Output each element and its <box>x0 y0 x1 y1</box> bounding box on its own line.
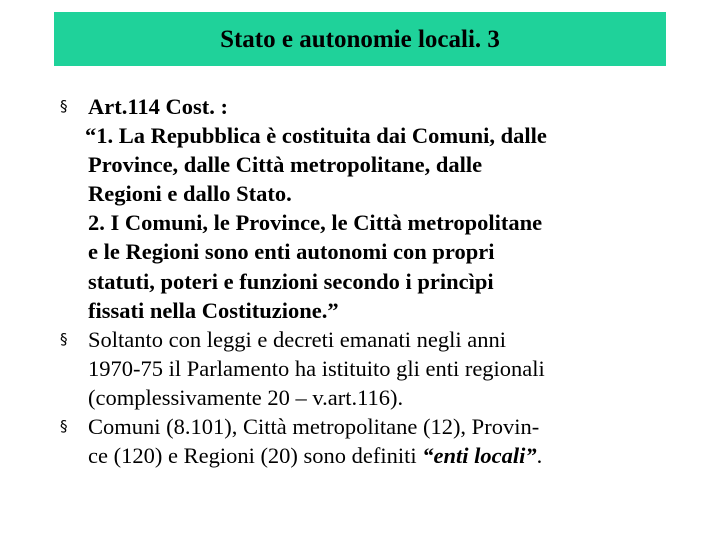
bullet-line: statuti, poteri e funzioni secondo i princìpi <box>88 268 494 294</box>
bullet-text: ce (120) e Regioni (20) sono definiti <box>88 443 417 469</box>
section-sign-icon: § <box>60 97 68 115</box>
slide-body <box>60 92 680 470</box>
bullet-line: Soltanto con leggi e decreti emanati negli anni <box>88 326 506 352</box>
slide-title: Stato e autonomie locali. 3 <box>220 25 500 53</box>
bullet-article-114 <box>60 92 680 325</box>
section-sign-icon: § <box>60 329 68 348</box>
section-sign-icon: § <box>60 417 68 436</box>
bullet-line: e le Regioni sono enti autonomi con propri <box>88 239 495 265</box>
bullet-line: (complessivamente 20 – v.art.116). <box>88 384 404 410</box>
bullet-punct: . <box>536 443 543 469</box>
bullet-line: Regioni e dallo Stato. <box>88 181 292 207</box>
bullet-line: fissati nella Costituzione.” <box>88 297 339 323</box>
emphasis-term: “enti locali” <box>422 443 537 469</box>
bullet-line: 2. I Comuni, le Province, le Città metropolitane <box>88 210 543 236</box>
bullet-line: Province, dalle Città metropolitane, dalle <box>88 152 483 178</box>
bullet-line: Art.114 Cost. : <box>88 94 228 119</box>
bullet-local-entities <box>60 412 680 470</box>
bullet-line: 1970-75 il Parlamento ha istituito gli enti regionali <box>88 355 545 381</box>
title-banner <box>54 12 666 66</box>
bullet-line: “1. La Repubblica è costituita dai Comuni, dalle <box>85 123 547 149</box>
bullet-line: Comuni (8.101), Città metropolitane (12), Provin- <box>88 414 540 440</box>
bullet-regional-laws <box>60 325 680 412</box>
bullet-line-final <box>88 441 680 470</box>
